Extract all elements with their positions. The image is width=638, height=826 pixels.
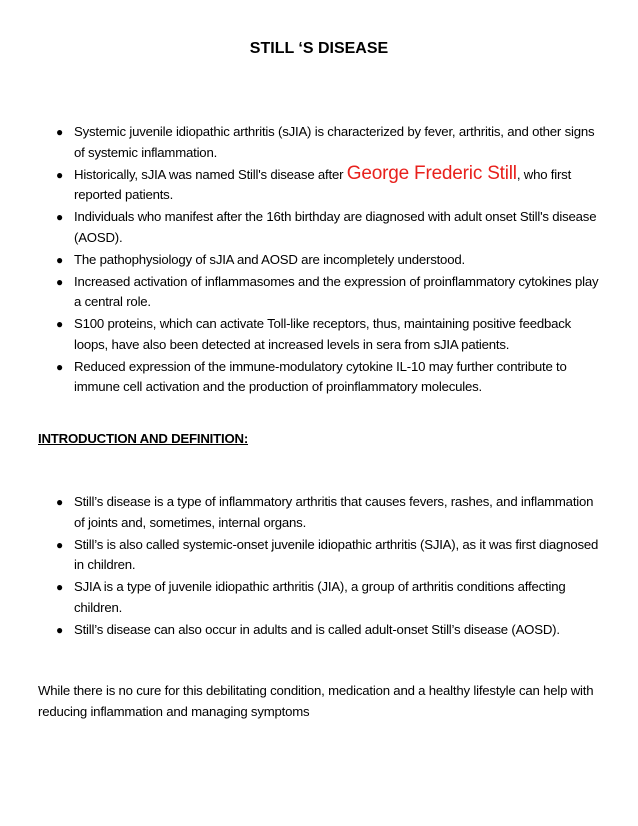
list-item bbox=[0, 577, 600, 618]
page-title: STILL ‘S DISEASE bbox=[249, 40, 389, 57]
bullet-icon: ● bbox=[56, 125, 64, 139]
list-item bbox=[0, 122, 600, 163]
section-heading: INTRODUCTION AND DEFINITION: bbox=[38, 431, 249, 446]
bullet-icon: ● bbox=[56, 495, 64, 509]
list-item-text-post: , who first reported patients. bbox=[74, 166, 572, 202]
list-item-text: Increased activation of inflammasomes and the expression of proinflammatory cytokines play a central role. bbox=[74, 273, 599, 309]
list-item bbox=[0, 314, 600, 355]
bullet-icon: ● bbox=[56, 167, 64, 182]
list-item-text: Still’s disease can also occur in adults and is called adult-onset Still’s disease (AOSD). bbox=[74, 621, 560, 637]
list-item bbox=[0, 272, 600, 313]
bullet-icon: ● bbox=[56, 274, 64, 289]
highlighted-name: George Frederic Still bbox=[346, 162, 517, 184]
list-item-text: SJIA is a type of juvenile idiopathic arthritis (JIA), a group of arthritis conditions affecting children. bbox=[74, 579, 566, 615]
list-item bbox=[0, 250, 600, 271]
bullet-icon: ● bbox=[56, 317, 64, 331]
definition-bullet-list bbox=[0, 492, 600, 642]
closing-paragraph: While there is no cure for this debilitating condition, medication and a healthy lifestyle can help with reducing inflammation and managing symptoms bbox=[38, 683, 594, 719]
list-item bbox=[0, 535, 600, 576]
bullet-icon: ● bbox=[56, 537, 64, 552]
list-item bbox=[0, 162, 600, 206]
list-item-text: Systemic juvenile idiopathic arthritis (sJIA) is characterized by fever, arthritis, and other signs of systemic inflammation. bbox=[74, 124, 595, 160]
list-item-text: S100 proteins, which can activate Toll-like receptors, thus, maintaining positive feedback loops, have also been detected at increased levels in sera from sJIA patients. bbox=[74, 316, 572, 352]
list-item bbox=[0, 620, 600, 641]
list-item-text: Still’s is also called systemic-onset juvenile idiopathic arthritis (SJIA), as it was first diagnosed in children. bbox=[74, 536, 599, 572]
bullet-icon: ● bbox=[56, 359, 64, 374]
list-item-text: Individuals who manifest after the 16th birthday are diagnosed with adult onset Still's disease (AOSD). bbox=[74, 209, 597, 245]
bullet-icon: ● bbox=[56, 210, 64, 224]
bullet-icon: ● bbox=[56, 580, 64, 594]
list-item-text-pre: Historically, sJIA was named Still's disease after bbox=[74, 166, 347, 182]
list-item-text: Still’s disease is a type of inflammatory arthritis that causes fevers, rashes, and inflammation of joints and, sometimes, internal organs. bbox=[74, 494, 594, 530]
list-item bbox=[0, 357, 600, 398]
overview-bullet-list bbox=[0, 122, 600, 399]
bullet-icon: ● bbox=[56, 622, 64, 637]
bullet-icon: ● bbox=[56, 252, 64, 267]
list-item-text: Reduced expression of the immune-modulatory cytokine IL-10 may further contribute to immune cell activation and the production of proinflammatory molecules. bbox=[74, 358, 567, 394]
list-item bbox=[0, 492, 600, 533]
list-item-text: The pathophysiology of sJIA and AOSD are incompletely understood. bbox=[74, 251, 465, 267]
list-item bbox=[0, 207, 600, 248]
